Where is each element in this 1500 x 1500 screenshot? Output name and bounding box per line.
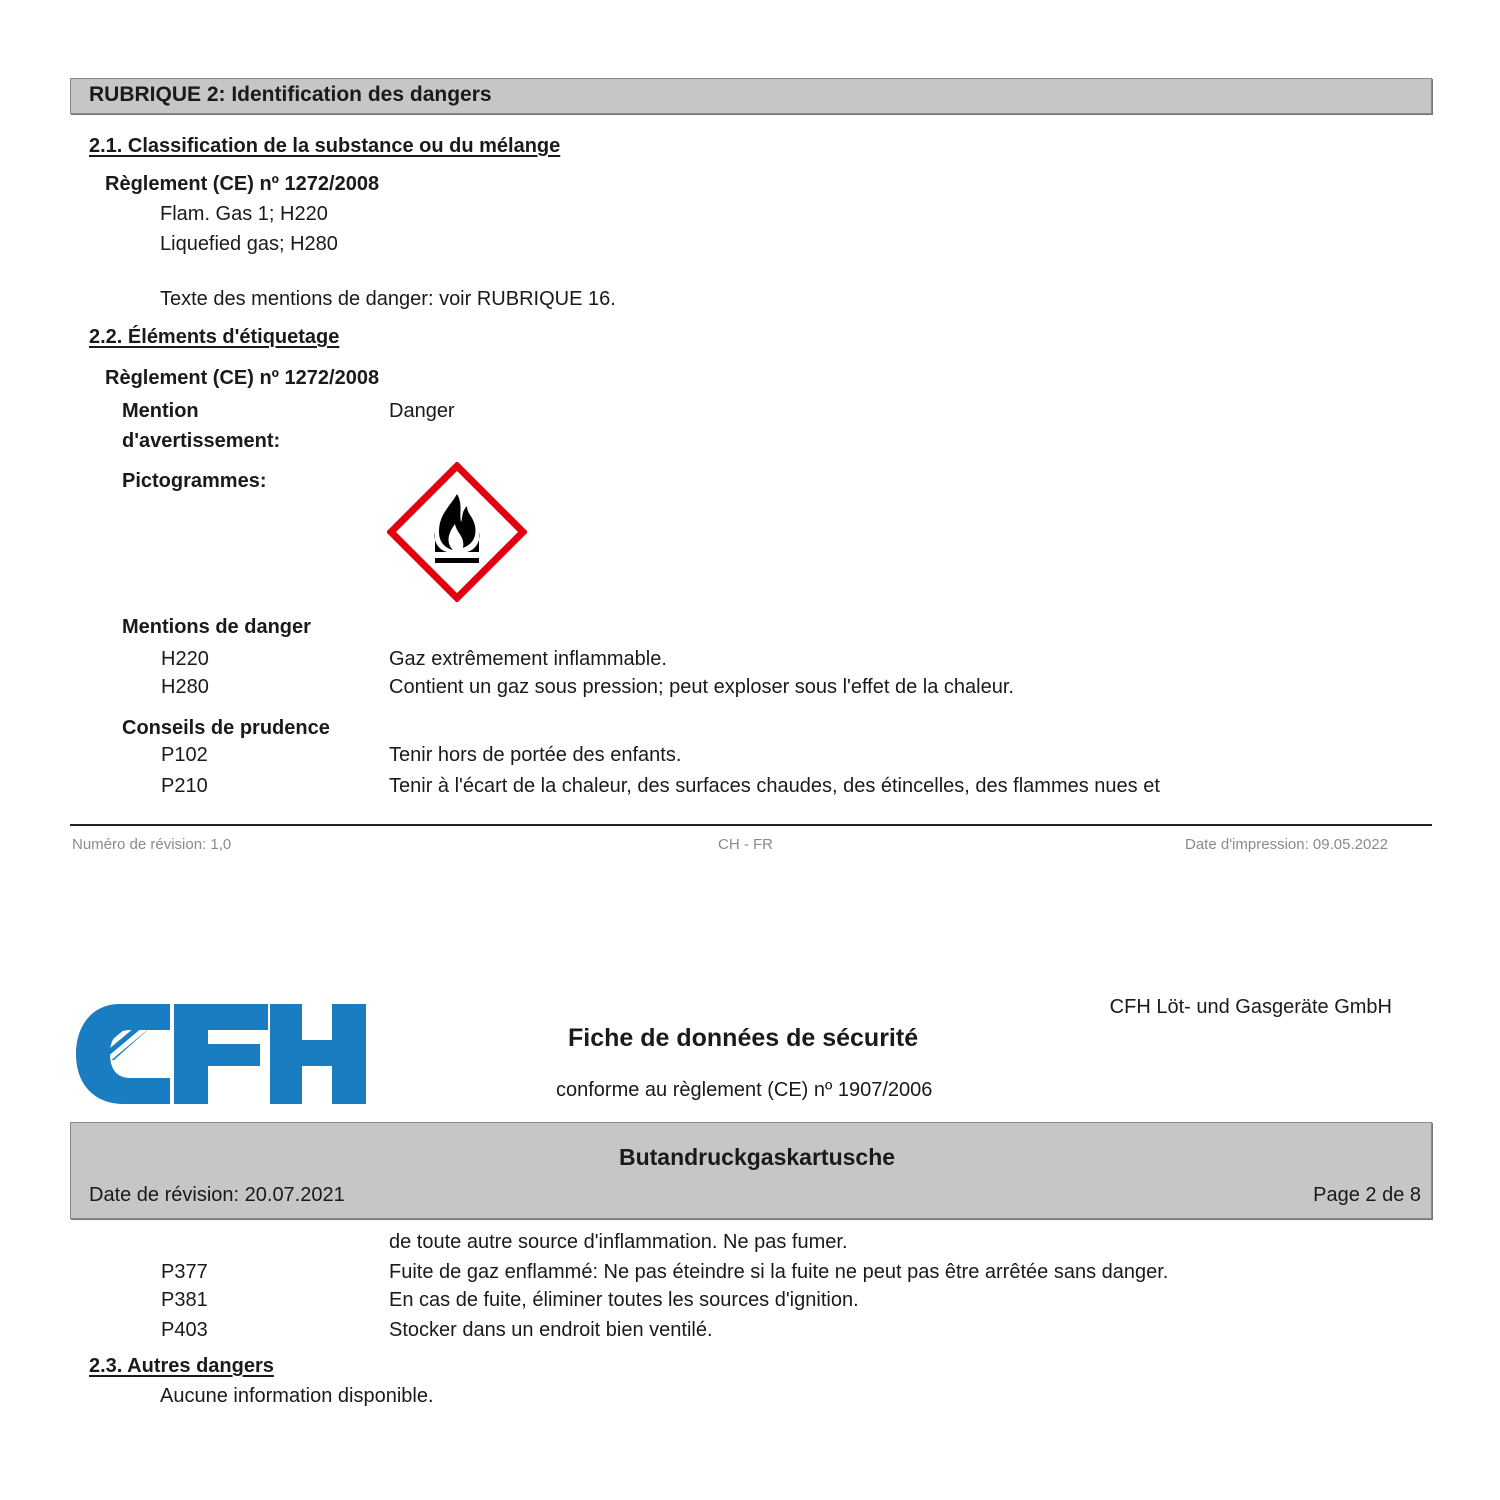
classification: Flam. Gas 1; H220 (160, 203, 328, 225)
flame-ghs02-icon (387, 462, 527, 602)
regulation-label: Règlement (CE) nº 1272/2008 (105, 173, 380, 195)
precaution-code: P377 (161, 1261, 208, 1283)
precaution-text: En cas de fuite, éliminer toutes les sources d'ignition. (389, 1289, 859, 1311)
signal-word-value: Danger (389, 400, 455, 422)
precaution-code: P210 (161, 775, 208, 797)
precaution-text: Tenir à l'écart de la chaleur, des surfaces chaudes, des étincelles, des flammes nues et (389, 775, 1160, 797)
company-name: CFH Löt- und Gasgeräte GmbH (1109, 996, 1392, 1018)
precaution-code: P102 (161, 744, 208, 766)
hazard-code: H280 (161, 676, 209, 698)
print-date: Date d'impression: 09.05.2022 (1185, 836, 1388, 853)
footer-divider (70, 824, 1432, 826)
precaution-text: Stocker dans un endroit bien ventilé. (389, 1319, 713, 1341)
other-hazards-text: Aucune information disponible. (160, 1385, 434, 1407)
hazard-code: H220 (161, 648, 209, 670)
cfh-logo (74, 1000, 370, 1108)
precaution-code: P381 (161, 1289, 208, 1311)
product-name: Butandruckgaskartusche (618, 1144, 896, 1170)
product-header-bar (70, 1122, 1432, 1219)
hazard-statements-label: Mentions de danger (122, 616, 311, 638)
document-subtitle: conforme au règlement (CE) nº 1907/2006 (556, 1079, 933, 1101)
subsection-2-1-title: 2.1. Classification de la substance ou du mélange (89, 135, 561, 157)
precautionary-label: Conseils de prudence (122, 717, 330, 739)
hazard-text: Contient un gaz sous pression; peut exploser sous l'effet de la chaleur. (389, 676, 1014, 698)
locale: CH - FR (718, 836, 773, 853)
hazard-text: Gaz extrêmement inflammable. (389, 648, 667, 670)
section-title: RUBRIQUE 2: Identification des dangers (89, 83, 492, 106)
subsection-2-2-title: 2.2. Éléments d'étiquetage (89, 326, 340, 348)
hazard-text-note: Texte des mentions de danger: voir RUBRIQUE 16. (160, 288, 616, 310)
revision-date: Date de révision: 20.07.2021 (89, 1184, 345, 1206)
precaution-continuation: de toute autre source d'inflammation. Ne pas fumer. (389, 1231, 848, 1253)
classification: Liquefied gas; H280 (160, 233, 338, 255)
pictograms-label: Pictogrammes: (122, 470, 267, 492)
signal-word-label-2: d'avertissement: (122, 430, 281, 452)
regulation-label: Règlement (CE) nº 1272/2008 (105, 367, 380, 389)
document-title: Fiche de données de sécurité (568, 1024, 919, 1052)
precaution-text: Tenir hors de portée des enfants. (389, 744, 682, 766)
precaution-text: Fuite de gaz enflammé: Ne pas éteindre si la fuite ne peut pas être arrêtée sans danger. (389, 1261, 1169, 1283)
section-header-bar (70, 78, 1432, 114)
subsection-2-3-title: 2.3. Autres dangers (89, 1355, 274, 1377)
signal-word-label: Mention (122, 400, 199, 422)
page-number: Page 2 de 8 (1313, 1184, 1421, 1206)
precaution-code: P403 (161, 1319, 208, 1341)
revision-number: Numéro de révision: 1,0 (72, 836, 232, 853)
